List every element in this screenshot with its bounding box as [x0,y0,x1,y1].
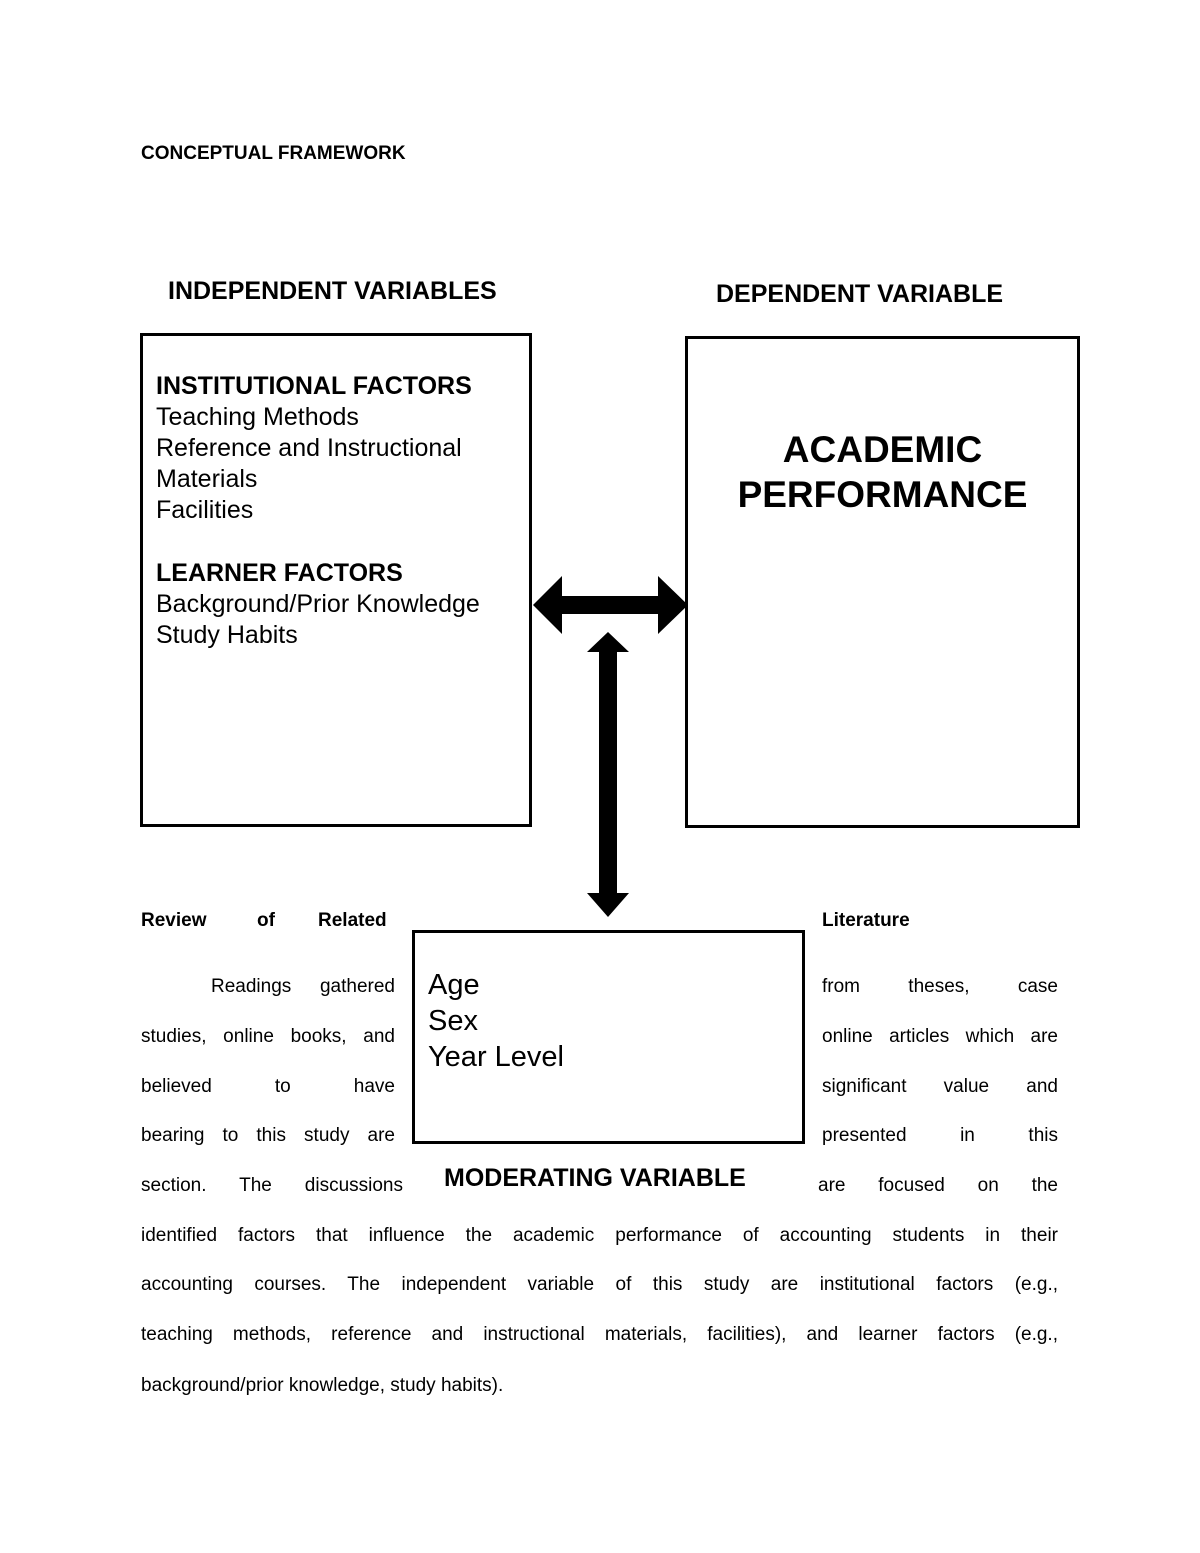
dependent-variable-line2: PERFORMANCE [737,474,1028,515]
independent-variables-header: INDEPENDENT VARIABLES [168,277,497,305]
body-text-line: are focused on the [818,1175,1058,1196]
body-text-line: believed to have [141,1076,395,1097]
dependent-variable-header: DEPENDENT VARIABLE [716,280,1004,308]
body-text-line: studies, online books, and [141,1026,395,1047]
section-heading-word: Related [318,910,387,931]
learner-factors-title: LEARNER FACTORS [156,559,403,587]
body-text-line: Readings gathered [211,976,395,997]
factor-item: Materials [156,465,258,493]
body-text-line: accounting courses. The independent variable of this study are institutional factors (e.g., [141,1274,1058,1295]
body-text-line: significant value and [822,1076,1058,1097]
section-heading-word: of [257,910,275,931]
factor-item: Reference and Instructional [156,434,462,462]
body-text-line: from theses, case [822,976,1058,997]
body-text-line: online articles which are [822,1026,1058,1047]
body-text-line: section. The discussions [141,1175,403,1196]
body-text-line: identified factors that influence the academic performance of accounting students in their [141,1225,1058,1246]
body-text-line: bearing to this study are [141,1125,395,1146]
factor-item: Study Habits [156,621,298,649]
factor-item: Teaching Methods [156,403,359,431]
document-title: CONCEPTUAL FRAMEWORK [141,143,406,164]
vertical-double-arrow [587,632,629,917]
moderating-item: Sex [428,1005,478,1037]
section-heading-word: Literature [822,910,910,931]
body-text-line: background/prior knowledge, study habits). [141,1375,504,1396]
factor-item: Background/Prior Knowledge [156,590,480,618]
dependent-variable-line1: ACADEMIC [782,429,983,470]
horizontal-double-arrow [533,576,688,634]
moderating-item: Year Level [428,1041,564,1073]
institutional-factors-title: INSTITUTIONAL FACTORS [156,372,472,400]
body-text-line: presented in this [822,1125,1058,1146]
body-text-line: teaching methods, reference and instructional materials, facilities), and learner factors (e.g., [141,1324,1058,1345]
moderating-item: Age [428,969,480,1001]
section-heading-word: Review [141,910,207,931]
moderating-variable-box [412,930,805,1144]
moderating-variable-label: MODERATING VARIABLE [444,1164,746,1192]
factor-item: Facilities [156,496,254,524]
